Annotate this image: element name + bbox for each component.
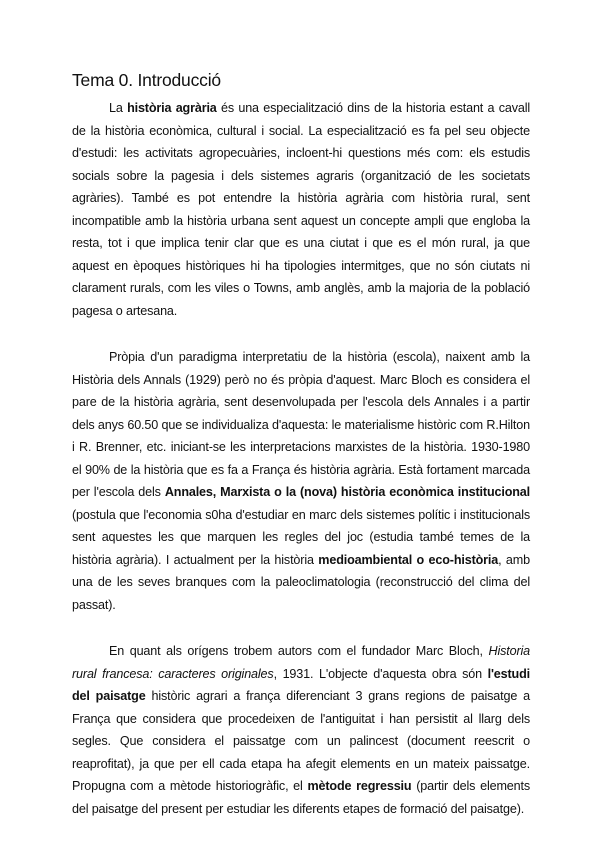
p3-text-3: històric agrari a frança diferenciant 3 grans regions de paisatge a França que considera que procedeixen de l'antiguitat i han persistit al llarg dels segles. Que considera el paissatge com un palincest (document reescrit o reaprofitat), ja que per ell cada etapa ha afegit elements en un mateix paissatge. Propugna com a mètode historiogràfic, el — [72, 689, 530, 793]
paragraph-3 — [72, 640, 530, 820]
p2-text-2: (postula que l'economia s0ha d'estudiar en marc dels sistemes polític i institucionals sent aquestes les que marquen les regles del joc (estudia també temes de la història agrària). I actualment per la història — [72, 507, 530, 567]
p3-text-2: , 1931. L'objecte d'aquesta obra són — [273, 666, 488, 681]
p1-text-2: és una especialització dins de la historia estant a cavall de la història econòmica, cultural i social. La especialització es fa pel seu objecte d'estudi: les activitats agropecuàries, incloent-hi questions més com: els estudis socials sobre la pagesia i dels sistemes agraris (organització de les societats agràries). També es pot entendre la història agrària com història rural, sent incompatible amb la història urbana sent aquest un concepte ampli que engloba la resta, tot i que implica tenir clar que es una ciutat i que es el món rural, ja que aquest en èpoques històriques hi ha tipologies intermitges, que no són ciutats ni clarament rurals, com les viles o Towns, amb anglès, amb la majoria de la població pagesa o artesana. — [72, 101, 531, 318]
p3-text-1: En quant als orígens trobem autors com el fundador Marc Bloch, — [109, 644, 489, 658]
p3-italic-1: Historia rural francesa: caracteres originales — [72, 644, 530, 681]
p1-text-1: La — [109, 101, 128, 115]
p3-bold-1: l'estudi del paisatge — [72, 666, 530, 703]
paragraph-2 — [72, 346, 530, 616]
p2-bold-2: medioambiental o eco-història — [318, 552, 499, 567]
p2-text-3: , amb una de les seves branques com la paleoclimatologia (reconstrucció del clima del passat). — [72, 552, 530, 612]
p1-bold-1: història agrària — [127, 101, 217, 115]
paragraph-1 — [72, 97, 530, 322]
p2-bold-1: Annales, Marxista o la (nova) història econòmica institucional — [164, 485, 530, 499]
p3-text-4: (partir dels elements del paisatge del present per estudiar les diferents etapes de formació del paisatge). — [72, 779, 530, 816]
p2-text-1: Pròpia d'un paradigma interpretatiu de la història (escola), naixent amb la Història dels Annals (1929) però no és pròpia d'aquest. Marc Bloch es considera el pare de la història agrària, sent desenvolupada per l'escola dels Annales i a partir dels anys 60.50 que se individualiza d'aquesta: le materialisme històric com R.Hilton i R. Brenner, etc. iniciant-se les interpretacions marxistes de la història. 1930-1980 el 90% de la història que es fa a França és història agrària. Està fortament marcada per l'escola dels — [72, 350, 530, 499]
page-title: Tema 0. Introducció — [72, 70, 221, 90]
p3-bold-2: mètode regressiu — [307, 779, 412, 793]
